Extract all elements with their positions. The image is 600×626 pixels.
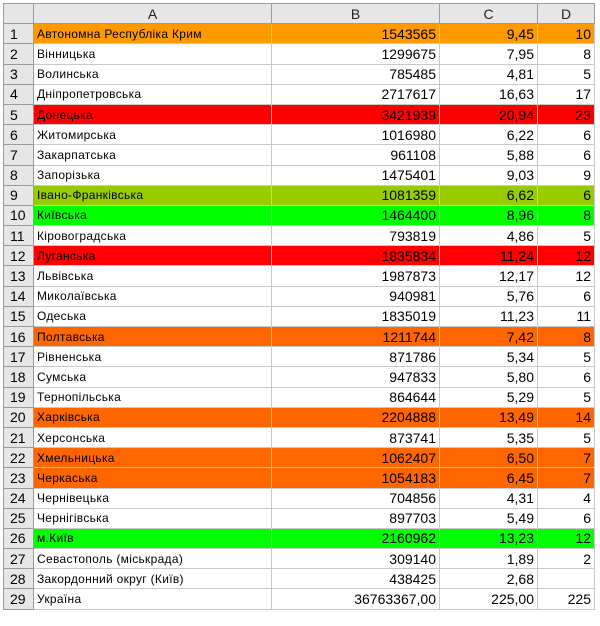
cell-population[interactable]: 947833 [272, 367, 440, 387]
cell-seats[interactable]: 10 [538, 24, 595, 44]
table-row [4, 64, 595, 84]
row-header[interactable]: 15 [4, 306, 34, 326]
cell-seats[interactable]: 5 [538, 226, 595, 246]
cell-seats[interactable]: 7 [538, 468, 595, 488]
cell-percent[interactable]: 11,24 [440, 246, 538, 266]
cell-percent[interactable]: 4,31 [440, 488, 538, 508]
cell-region[interactable]: Харківська [34, 407, 272, 427]
cell-seats[interactable]: 14 [538, 407, 595, 427]
cell-population[interactable]: 961108 [272, 145, 440, 165]
cell-population[interactable]: 793819 [272, 226, 440, 246]
cell-percent[interactable]: 5,34 [440, 347, 538, 367]
cell-region[interactable]: Дніпропетровська [34, 84, 272, 104]
cell-region[interactable]: Рівненська [34, 347, 272, 367]
cell-population[interactable]: 897703 [272, 508, 440, 528]
cell-seats[interactable]: 5 [538, 427, 595, 447]
table-row [4, 589, 595, 609]
table-row [4, 286, 595, 306]
row-header[interactable]: 25 [4, 508, 34, 528]
cell-region[interactable]: Закарпатська [34, 145, 272, 165]
cell-population[interactable]: 864644 [272, 387, 440, 407]
cell-population[interactable]: 1054183 [272, 468, 440, 488]
table-row [4, 24, 595, 44]
cell-percent[interactable]: 13,49 [440, 407, 538, 427]
cell-population[interactable]: 1835019 [272, 306, 440, 326]
table-row [4, 367, 595, 387]
table-row [4, 205, 595, 225]
row-header[interactable]: 1 [4, 24, 34, 44]
cell-seats[interactable]: 5 [538, 387, 595, 407]
cell-population[interactable]: 1299675 [272, 44, 440, 64]
cell-region[interactable]: Тернопільська [34, 387, 272, 407]
row-header[interactable]: 5 [4, 104, 34, 124]
cell-seats[interactable]: 6 [538, 367, 595, 387]
cell-seats[interactable]: 12 [538, 246, 595, 266]
column-header-c[interactable]: C [440, 4, 538, 24]
cell-percent[interactable]: 11,23 [440, 306, 538, 326]
cell-seats[interactable]: 9 [538, 165, 595, 185]
cell-population[interactable]: 1081359 [272, 185, 440, 205]
row-header[interactable]: 2 [4, 44, 34, 64]
cell-seats[interactable]: 6 [538, 286, 595, 306]
cell-region[interactable]: м.Київ [34, 528, 272, 548]
cell-percent[interactable]: 16,63 [440, 84, 538, 104]
cell-percent[interactable]: 1,89 [440, 549, 538, 569]
cell-population[interactable]: 873741 [272, 427, 440, 447]
cell-seats[interactable]: 23 [538, 104, 595, 124]
table-row [4, 407, 595, 427]
cell-seats[interactable]: 225 [538, 589, 595, 609]
cell-percent[interactable]: 6,45 [440, 468, 538, 488]
cell-population[interactable]: 785485 [272, 64, 440, 84]
table-row [4, 145, 595, 165]
row-header[interactable]: 9 [4, 185, 34, 205]
column-header-a[interactable]: A [34, 4, 272, 24]
row-header[interactable]: 14 [4, 286, 34, 306]
row-header[interactable]: 8 [4, 165, 34, 185]
table-row [4, 569, 595, 589]
cell-percent[interactable]: 20,94 [440, 104, 538, 124]
cell-region[interactable]: Хмельницька [34, 448, 272, 468]
cell-population[interactable]: 871786 [272, 347, 440, 367]
cell-region[interactable]: Миколаївська [34, 286, 272, 306]
cell-region[interactable]: Автономна Республіка Крим [34, 24, 272, 44]
cell-percent[interactable]: 6,22 [440, 125, 538, 145]
row-header[interactable]: 13 [4, 266, 34, 286]
cell-region[interactable]: Луганська [34, 246, 272, 266]
cell-seats[interactable]: 6 [538, 185, 595, 205]
cell-seats[interactable]: 2 [538, 549, 595, 569]
cell-seats[interactable]: 17 [538, 84, 595, 104]
cell-seats[interactable]: 6 [538, 145, 595, 165]
table-row [4, 347, 595, 367]
cell-seats[interactable]: 12 [538, 266, 595, 286]
spreadsheet-grid [3, 3, 595, 610]
cell-seats[interactable]: 8 [538, 44, 595, 64]
cell-population[interactable]: 36763367,00 [272, 589, 440, 609]
row-header[interactable]: 27 [4, 549, 34, 569]
cell-percent[interactable]: 12,17 [440, 266, 538, 286]
row-header[interactable]: 3 [4, 64, 34, 84]
cell-percent[interactable]: 7,42 [440, 327, 538, 347]
table-row [4, 226, 595, 246]
cell-region[interactable]: Черкаська [34, 468, 272, 488]
cell-percent[interactable]: 225,00 [440, 589, 538, 609]
cell-region[interactable]: Чернівецька [34, 488, 272, 508]
table-row [4, 125, 595, 145]
row-header[interactable]: 22 [4, 448, 34, 468]
cell-region[interactable]: Чернігівська [34, 508, 272, 528]
table-row [4, 468, 595, 488]
table-row [4, 266, 595, 286]
row-header[interactable]: 12 [4, 246, 34, 266]
column-header-b[interactable]: B [272, 4, 440, 24]
cell-seats[interactable]: 5 [538, 347, 595, 367]
cell-population[interactable]: 2204888 [272, 407, 440, 427]
cell-region[interactable]: Донецька [34, 104, 272, 124]
table-row [4, 448, 595, 468]
column-header-row [4, 4, 595, 24]
cell-percent[interactable]: 5,29 [440, 387, 538, 407]
cell-population[interactable]: 1835834 [272, 246, 440, 266]
cell-region[interactable]: Житомирська [34, 125, 272, 145]
cell-population[interactable]: 1464400 [272, 205, 440, 225]
table-row [4, 549, 595, 569]
table-row [4, 44, 595, 64]
cell-region[interactable]: Волинська [34, 64, 272, 84]
cell-region[interactable]: Одеська [34, 306, 272, 326]
cell-percent[interactable]: 5,80 [440, 367, 538, 387]
cell-population[interactable]: 438425 [272, 569, 440, 589]
table-row [4, 508, 595, 528]
cell-region[interactable]: Закордонний округ (Київ) [34, 569, 272, 589]
column-header-d[interactable]: D [538, 4, 595, 24]
cell-population[interactable]: 1987873 [272, 266, 440, 286]
cell-region[interactable]: Севастополь (міськрада) [34, 549, 272, 569]
row-header[interactable]: 21 [4, 427, 34, 447]
table-row [4, 387, 595, 407]
cell-region[interactable]: Львівська [34, 266, 272, 286]
cell-seats[interactable]: 5 [538, 64, 595, 84]
cell-region[interactable]: Запорізька [34, 165, 272, 185]
cell-seats[interactable]: 4 [538, 488, 595, 508]
cell-region[interactable]: Вінницька [34, 44, 272, 64]
cell-region[interactable]: Київська [34, 205, 272, 225]
row-header[interactable]: 10 [4, 205, 34, 225]
cell-seats[interactable]: 6 [538, 508, 595, 528]
cell-seats[interactable] [538, 569, 595, 589]
row-header[interactable]: 7 [4, 145, 34, 165]
cell-region[interactable]: Сумська [34, 367, 272, 387]
row-header[interactable]: 23 [4, 468, 34, 488]
row-header[interactable]: 6 [4, 125, 34, 145]
cell-percent[interactable]: 5,49 [440, 508, 538, 528]
cell-percent[interactable]: 6,50 [440, 448, 538, 468]
cell-seats[interactable]: 11 [538, 306, 595, 326]
cell-percent[interactable]: 5,76 [440, 286, 538, 306]
sheet-body [4, 24, 595, 609]
row-header[interactable]: 29 [4, 589, 34, 609]
cell-region[interactable]: Кіровоградська [34, 226, 272, 246]
cell-region[interactable]: Івано-Франківська [34, 185, 272, 205]
table-row [4, 246, 595, 266]
cell-seats[interactable]: 7 [538, 448, 595, 468]
cell-percent[interactable]: 2,68 [440, 569, 538, 589]
cell-percent[interactable]: 5,88 [440, 145, 538, 165]
select-all-corner[interactable] [4, 4, 34, 24]
row-header[interactable]: 26 [4, 528, 34, 548]
row-header[interactable]: 17 [4, 347, 34, 367]
table-row [4, 104, 595, 124]
cell-percent[interactable]: 7,95 [440, 44, 538, 64]
cell-population[interactable]: 3421939 [272, 104, 440, 124]
row-header[interactable]: 19 [4, 387, 34, 407]
cell-percent[interactable]: 5,35 [440, 427, 538, 447]
table-row [4, 488, 595, 508]
cell-percent[interactable]: 13,23 [440, 528, 538, 548]
cell-population[interactable]: 2717617 [272, 84, 440, 104]
cell-percent[interactable]: 9,45 [440, 24, 538, 44]
cell-percent[interactable]: 9,03 [440, 165, 538, 185]
cell-percent[interactable]: 6,62 [440, 185, 538, 205]
cell-population[interactable]: 1475401 [272, 165, 440, 185]
row-header[interactable]: 20 [4, 407, 34, 427]
cell-percent[interactable]: 4,86 [440, 226, 538, 246]
table-row [4, 84, 595, 104]
cell-population[interactable]: 2160962 [272, 528, 440, 548]
cell-seats[interactable]: 8 [538, 205, 595, 225]
cell-population[interactable]: 704856 [272, 488, 440, 508]
cell-region[interactable]: Україна [34, 589, 272, 609]
row-header[interactable]: 18 [4, 367, 34, 387]
table-row [4, 165, 595, 185]
cell-percent[interactable]: 8,96 [440, 205, 538, 225]
cell-population[interactable]: 940981 [272, 286, 440, 306]
cell-region[interactable]: Херсонська [34, 427, 272, 447]
table-row [4, 528, 595, 548]
table-row [4, 427, 595, 447]
row-header[interactable]: 28 [4, 569, 34, 589]
row-header[interactable]: 4 [4, 84, 34, 104]
row-header[interactable]: 11 [4, 226, 34, 246]
cell-population[interactable]: 1062407 [272, 448, 440, 468]
cell-seats[interactable]: 12 [538, 528, 595, 548]
cell-population[interactable]: 1016980 [272, 125, 440, 145]
cell-percent[interactable]: 4,81 [440, 64, 538, 84]
cell-population[interactable]: 309140 [272, 549, 440, 569]
row-header[interactable]: 16 [4, 327, 34, 347]
cell-seats[interactable]: 8 [538, 327, 595, 347]
table-row [4, 185, 595, 205]
table-row [4, 306, 595, 326]
row-header[interactable]: 24 [4, 488, 34, 508]
cell-seats[interactable]: 6 [538, 125, 595, 145]
cell-population[interactable]: 1211744 [272, 327, 440, 347]
table-row [4, 327, 595, 347]
cell-population[interactable]: 1543565 [272, 24, 440, 44]
cell-region[interactable]: Полтавська [34, 327, 272, 347]
